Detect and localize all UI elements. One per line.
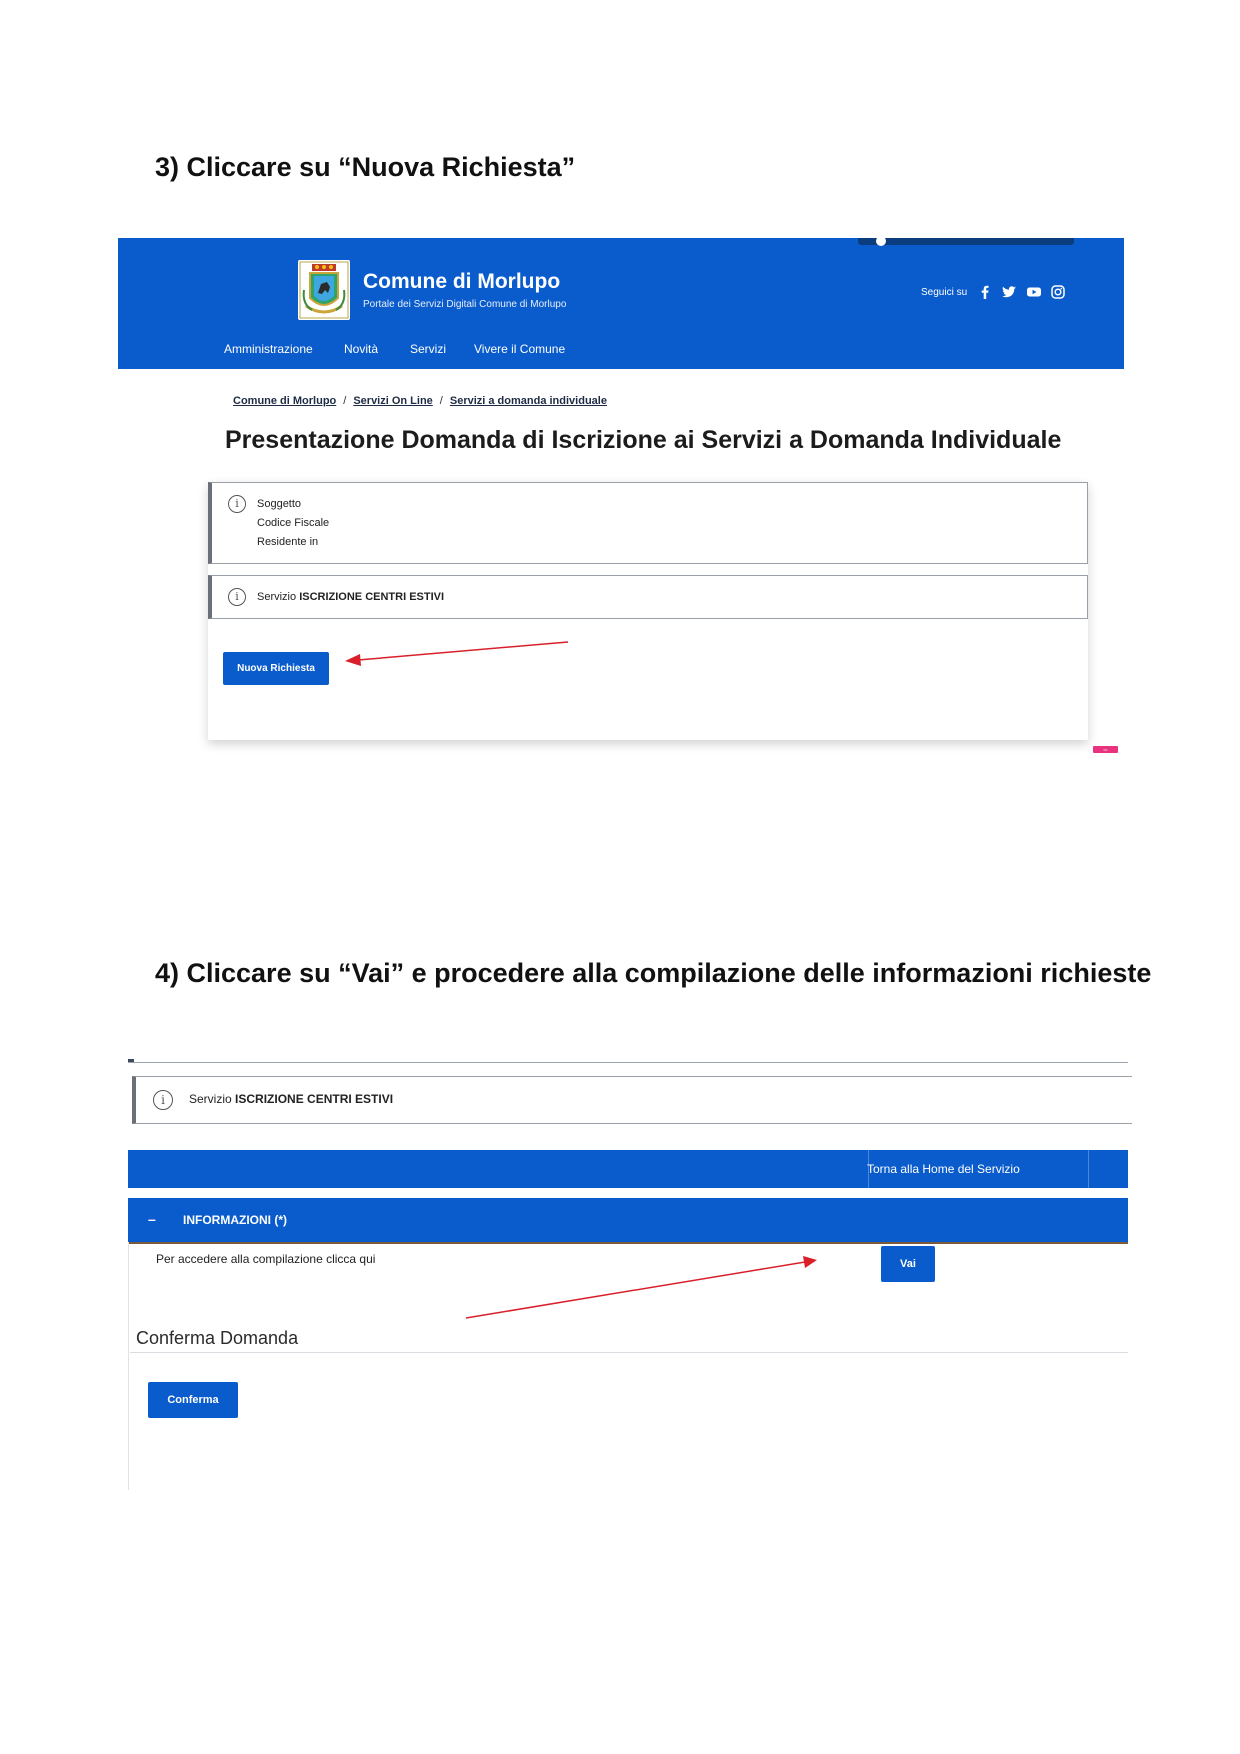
municipality-crest-logo[interactable] <box>298 260 350 320</box>
breadcrumb-separator: / <box>439 395 443 407</box>
toolbar-divider <box>1088 1150 1089 1188</box>
step-4-heading: 4) Cliccare su “Vai” e procedere alla compilazione delle informazioni richieste <box>155 958 1152 988</box>
breadcrumb-comune[interactable]: Comune di Morlupo <box>233 395 337 407</box>
step-3-heading: 3) Cliccare su “Nuova Richiesta” <box>155 152 576 182</box>
soggetto-label: Soggetto <box>257 498 302 510</box>
section-divider <box>130 1352 1128 1353</box>
service-info-box <box>208 575 1088 619</box>
follow-label: Seguici su <box>921 287 968 298</box>
service-name: ISCRIZIONE CENTRI ESTIVI <box>235 1092 394 1106</box>
nav-vivere-il-comune[interactable]: Vivere il Comune <box>474 342 566 356</box>
page-title: Presentazione Domanda di Iscrizione ai Servizi a Domanda Individuale <box>225 426 1062 454</box>
section-title: INFORMAZIONI (*) <box>183 1213 287 1227</box>
facebook-icon[interactable] <box>977 284 993 300</box>
back-to-service-home-link[interactable]: Torna alla Home del Servizio <box>867 1162 1020 1176</box>
conferma-button[interactable]: Conferma <box>148 1382 238 1418</box>
nav-novita[interactable]: Novità <box>344 342 379 356</box>
nuova-richiesta-button[interactable]: Nuova Richiesta <box>223 652 329 685</box>
instagram-icon[interactable] <box>1050 284 1066 300</box>
breadcrumb-servizi-domanda[interactable]: Servizi a domanda individuale <box>449 395 607 407</box>
breadcrumb <box>233 395 607 407</box>
site-subtitle: Portale dei Servizi Digitali Comune di Morlupo <box>363 299 567 310</box>
left-border <box>128 1242 129 1490</box>
info-icon: i <box>228 495 246 513</box>
site-title[interactable]: Comune di Morlupo <box>363 270 561 293</box>
service-prefix: Servizio <box>189 1092 232 1106</box>
confirm-heading: Conferma Domanda <box>136 1328 299 1348</box>
codice-fiscale-label: Codice Fiscale <box>257 517 330 529</box>
info-icon: i <box>228 588 246 606</box>
nav-servizi[interactable]: Servizi <box>410 342 447 356</box>
residente-label: Residente in <box>257 536 319 548</box>
service-info-box <box>132 1076 1132 1124</box>
portal-header <box>118 238 1124 369</box>
informazioni-section-header[interactable] <box>128 1198 1128 1244</box>
subject-info-box <box>208 482 1088 564</box>
top-rule <box>128 1062 1128 1063</box>
feedback-badge[interactable]: ••• <box>1093 746 1118 753</box>
portal-screenshot <box>118 238 1124 758</box>
youtube-icon[interactable] <box>1026 284 1042 300</box>
twitter-icon[interactable] <box>1001 284 1017 300</box>
access-instructions: Per accedere alla compilazione clicca qui <box>156 1252 376 1266</box>
service-prefix: Servizio <box>257 591 297 603</box>
info-icon: i <box>153 1090 173 1110</box>
breadcrumb-separator: / <box>343 395 347 407</box>
form-screenshot <box>128 1050 1128 1490</box>
top-utility-tab[interactable] <box>858 238 1074 245</box>
vai-button[interactable]: Vai <box>881 1246 935 1282</box>
toggle-dot-icon <box>876 236 886 246</box>
service-name: ISCRIZIONE CENTRI ESTIVI <box>299 591 445 603</box>
service-line <box>189 1092 393 1106</box>
breadcrumb-servizi-online[interactable]: Servizi On Line <box>353 395 433 407</box>
collapse-icon[interactable]: – <box>148 1211 156 1227</box>
nav-amministrazione[interactable]: Amministrazione <box>224 342 313 356</box>
service-line <box>257 591 444 603</box>
